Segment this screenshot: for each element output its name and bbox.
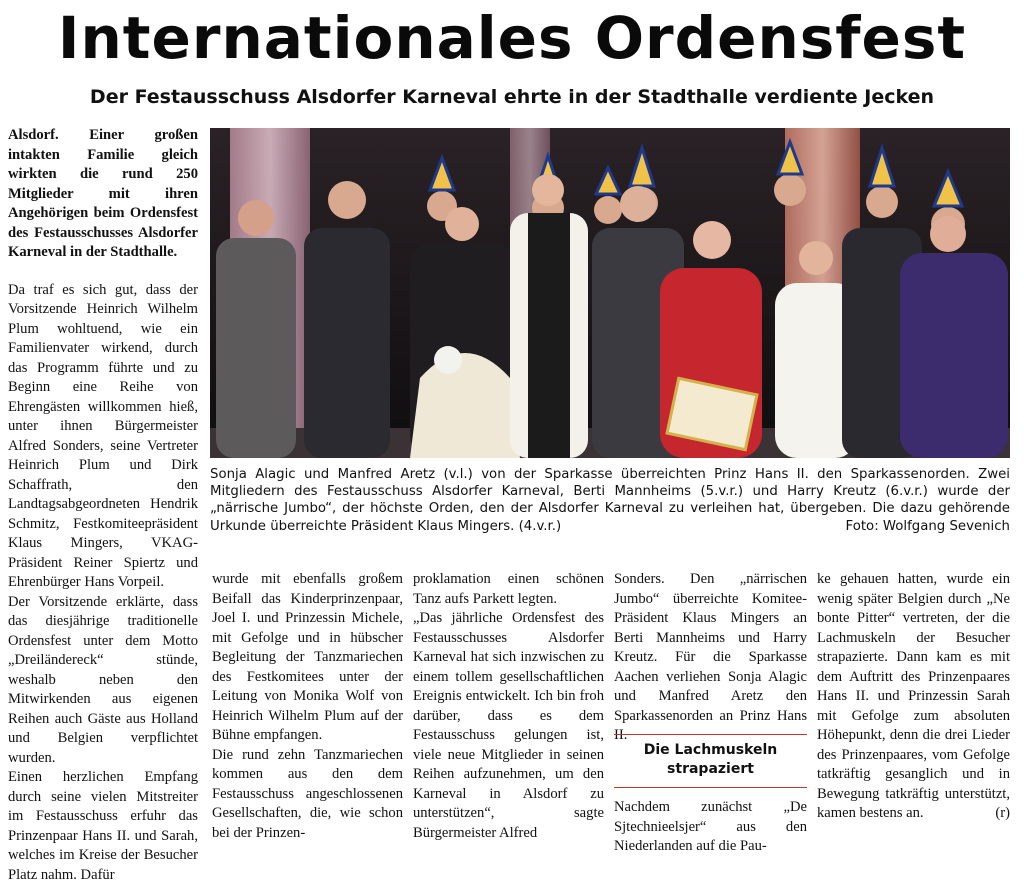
column-4 [614, 570, 807, 746]
lead-paragraph: Alsdorf. Einer großen intakten Familie gleich wirkten die rund 250 Mitglieder mit ihren Angehörigen beim Ordensfest des Festausschusses Alsdorfer Karneval in der Stadthalle. [8, 127, 198, 260]
paragraph: Der Vorsitzende erklärte, dass das diesjährige traditionelle Ordensfest unter dem Motto „Dreiländereck“ stünde, weshalb neben den Mitwirkenden aus eigenen Reihen auch Gäste aus Holland und Belgien verpflichtet wurden. [8, 593, 198, 766]
paragraph: proklamation einen schönen Tanz aufs Parkett legten. [413, 571, 604, 607]
group-photo [210, 128, 1010, 458]
column-4-continued [614, 798, 807, 857]
paragraph: wurde mit ebenfalls großem Beifall das Kinderprinzenpaar, Joel I. und Prinzessin Michele, mit Gefolge und in hübscher Begleitung der Tanzmariechen des Festkomitees unter der Leitung von Monika Wolf von Heinrich Wilhelm Plum auf der Bühne empfangen. [212, 571, 403, 743]
paragraph: „Das jährliche Ordensfest des Festausschusses Alsdorfer Karneval hat sich inzwischen zu einem tollem gesellschaftlichen Ereignis entwickelt. Ich bin froh darüber, dass es dem Festausschuss gelungen ist, viele neue Mitglieder in seinen Reihen aufzunehmen, um den Karneval in Alsdorf zu unterstützen“, sagte Bürgermeister Alfred [413, 610, 604, 841]
column-5 [817, 570, 1010, 824]
column-2 [212, 570, 403, 843]
interhead: Die Lachmuskeln strapaziert [614, 734, 807, 788]
paragraph: Sonders. Den „närrischen Jumbo“ überreichte Komitee-Präsident Klaus Mingers an Berti Mannheims und Harry Kreutz. Für die Sparkasse Aachen verliehen Sonja Alagic und Manfred Aretz den Sparkassenorden an Prinz Hans II. [614, 571, 807, 743]
column-1 [8, 126, 198, 885]
author-tag: (r) [995, 805, 1010, 821]
paragraph: Die rund zehn Tanzmariechen kommen aus den dem Festausschuss angeschlossenen Gesellschaften, die, wie schon bei der Prinzen- [212, 746, 403, 841]
paragraph: Nachdem zunächst „De Sjtechnieelsjer“ aus den Niederlanden auf die Pau- [614, 799, 807, 854]
photo-credit: Foto: Wolfgang Sevenich [845, 518, 1010, 534]
paragraph: Einen herzlichen Empfang durch seine vielen Mitstreiter im Festausschuss erfuhr das Prinzenpaar Hans II. und Sarah, welches im Kreise der Besucher Platz nahm. Dafür [8, 769, 198, 883]
paragraph: Da traf es sich gut, dass der Vorsitzende Heinrich Wilhelm Plum wohltuend, wie ein Familienvater wirkend, durch das Programm führte und zu Beginn eine Reihe von Ehrengästen willkommen hieß, unter ihnen Bürgermeister Alfred Sonders, seine Vertreter Heinrich Plum und Dirk Schaffrath, den Landtagsabgeordneten Hendrik Schmitz, Festkomiteepräsident Klaus Mingers, VKAG-Präsident Reiner Spiertz und Ehrenbürger Hans Vorpeil. [8, 281, 198, 590]
photo-caption [210, 466, 1010, 535]
headline: Internationales Ordensfest [57, 4, 967, 72]
caption-text: Sonja Alagic und Manfred Aretz (v.l.) von der Sparkasse überreichten Prinz Hans II. den Sparkassenorden. Zwei Mitgliedern des Festausschuss Alsdorfer Karneval, Berti Mannheims (5.v.r.) und Harry Kreutz (6.v.r.) wurde der „närrische Jumbo“, der höchste Orden, den der Alsdorfer Karneval zu verleihen hat, übergeben. Die dazu gehörende Urkunde überreichte Präsident Klaus Mingers. (4.v.r.) [210, 467, 1010, 534]
paragraph: ke gehauen hatten, wurde ein wenig später Belgien durch „Ne bonte Pitter“ vertreten, der die Lachmuskeln der Besucher strapazierte. Dann kam es mit dem Auftritt des Prinzenpaares Hans II. und Prinzessin Sarah mit Gefolge zum absoluten Höhepunkt, denn die drei Lieder des Prinzenpaares, vom Gefolge tatkräftig gesanglich und in Bewegung tatkräftig unterstützt, kamen bestens an. [817, 571, 1010, 821]
subheadline: Der Festausschuss Alsdorfer Karneval ehrte in der Stadthalle verdiente Jecken [89, 86, 935, 108]
column-3 [413, 570, 604, 843]
